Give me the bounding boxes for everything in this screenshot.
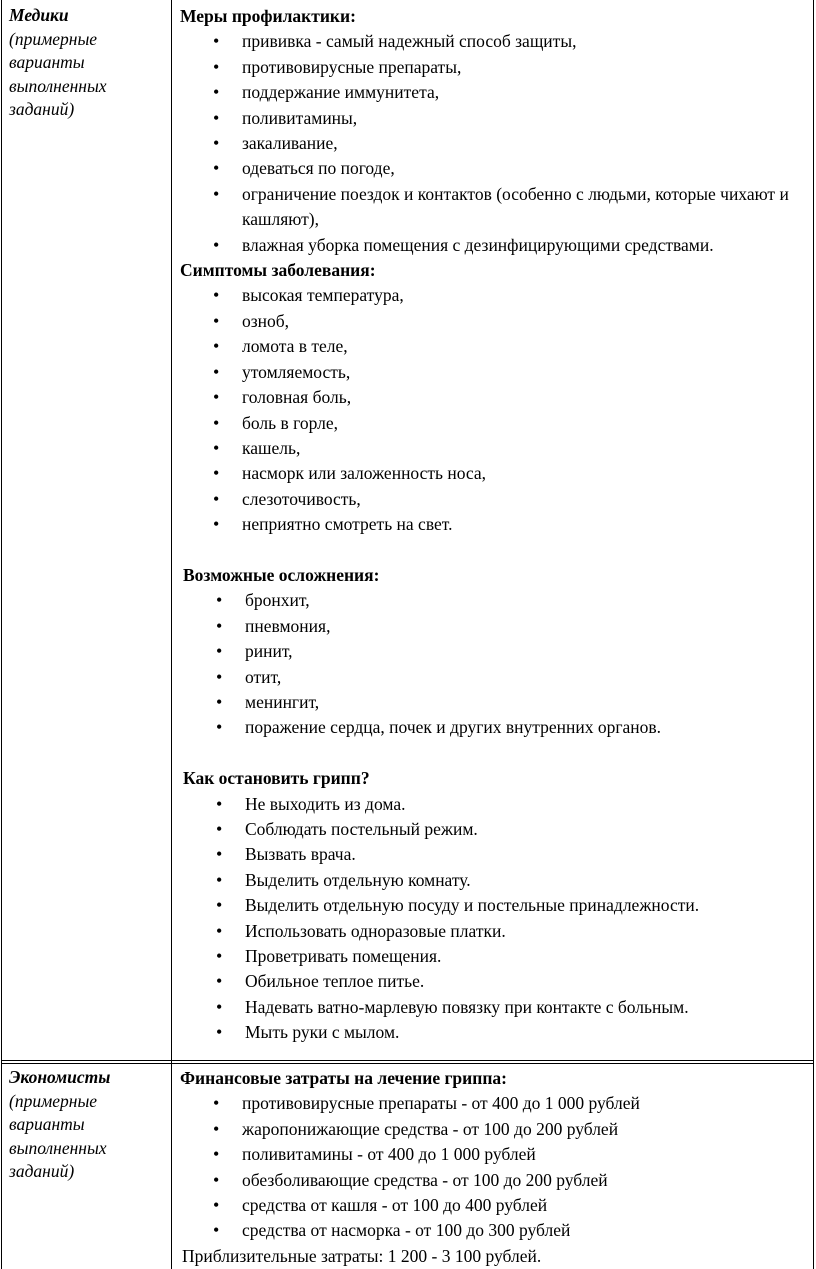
symptoms-list xyxy=(180,283,810,537)
list-item: • средства от насморка - от 100 до 300 рублей xyxy=(180,1218,810,1243)
list-item: • поражение сердца, почек и других внутренних органов. xyxy=(183,715,810,740)
row-divider xyxy=(1,1060,814,1061)
list-item: • ограничение поездок и контактов (особенно с людьми, которые чихают и кашляют), xyxy=(180,182,810,233)
list-item: • озноб, xyxy=(180,309,810,334)
list-item: • противовирусные препараты, xyxy=(180,55,810,80)
list-item: • ринит, xyxy=(183,639,810,664)
list-item: • бронхит, xyxy=(183,588,810,613)
role-note-line: варианты xyxy=(9,1114,85,1134)
role-title: Медики xyxy=(9,5,69,25)
section-heading-costs: Финансовые затраты на лечение гриппа: xyxy=(180,1068,507,1088)
list-item: • влажная уборка помещения с дезинфицирующими средствами. xyxy=(180,233,810,258)
list-item: • поливитамины, xyxy=(180,106,810,131)
row-divider-double xyxy=(1,1063,814,1064)
section-heading-stop-flu: Как остановить грипп? xyxy=(183,768,370,789)
list-item: • Обильное теплое питье. xyxy=(183,969,810,994)
list-item: • ломота в теле, xyxy=(180,334,810,359)
list-item: • противовирусные препараты - от 400 до 1 000 рублей xyxy=(180,1091,810,1116)
list-item: • поддержание иммунитета, xyxy=(180,80,810,105)
list-item: • пневмония, xyxy=(183,614,810,639)
list-item: • Выделить отдельную комнату. xyxy=(183,868,810,893)
list-item: • Выделить отдельную посуду и постельные принадлежности. xyxy=(183,893,810,918)
list-item: • прививка - самый надежный способ защиты, xyxy=(180,29,810,54)
list-item: • Соблюдать постельный режим. xyxy=(183,817,810,842)
list-item: • обезболивающие средства - от 100 до 200 рублей xyxy=(180,1168,810,1193)
list-item: • Проветривать помещения. xyxy=(183,944,810,969)
list-item: • жаропонижающие средства - от 100 до 200 рублей xyxy=(180,1117,810,1142)
list-item: • головная боль, xyxy=(180,385,810,410)
role-note-line: заданий) xyxy=(9,1161,75,1181)
list-item: • средства от кашля - от 100 до 400 рублей xyxy=(180,1193,810,1218)
role-note-line: варианты xyxy=(9,52,85,72)
role-note-line: (примерные xyxy=(9,28,98,49)
costs-list xyxy=(180,1091,810,1243)
list-item: • утомляемость, xyxy=(180,360,810,385)
list-item: • Использовать одноразовые платки. xyxy=(183,919,810,944)
list-item: • высокая температура, xyxy=(180,283,810,308)
role-note-line: заданий) xyxy=(9,99,75,119)
role-note-line: (примерные xyxy=(9,1090,98,1111)
role-title: Экономисты xyxy=(9,1067,111,1087)
table-border-middle xyxy=(171,0,172,1269)
list-item: • Вызвать врача. xyxy=(183,842,810,867)
section-heading-prevention: Меры профилактики: xyxy=(180,6,356,26)
table-border-right xyxy=(813,0,814,1269)
list-item: • насморк или заложенность носа, xyxy=(180,461,810,486)
list-item: • Мыть руки с мылом. xyxy=(183,1020,810,1045)
row-medics-label-cell xyxy=(9,4,164,122)
list-item: • Не выходить из дома. xyxy=(183,792,810,817)
stop-flu-list xyxy=(183,792,810,1046)
list-item: • менингит, xyxy=(183,690,810,715)
list-item: • неприятно смотреть на свет. xyxy=(180,512,810,537)
role-note-line: выполненных xyxy=(9,1137,107,1158)
table-border-left xyxy=(1,0,2,1269)
total-costs: Приблизительные затраты: 1 200 - 3 100 рублей. xyxy=(182,1245,542,1266)
list-item: • отит, xyxy=(183,665,810,690)
row-economists-content-cell xyxy=(180,1066,810,1269)
list-item: • слезоточивость, xyxy=(180,487,810,512)
prevention-list xyxy=(180,29,810,258)
list-item: • закаливание, xyxy=(180,131,810,156)
list-item: • боль в горле, xyxy=(180,411,810,436)
section-heading-complications: Возможные осложнения: xyxy=(183,564,380,585)
section-heading-symptoms: Симптомы заболевания: xyxy=(180,260,376,281)
role-note-line: выполненных xyxy=(9,75,107,96)
list-item: • Надевать ватно-марлевую повязку при контакте с больным. xyxy=(183,995,810,1020)
row-medics-content-cell xyxy=(180,4,810,1046)
list-item: • поливитамины - от 400 до 1 000 рублей xyxy=(180,1142,810,1167)
list-item: • кашель, xyxy=(180,436,810,461)
row-economists-label-cell xyxy=(9,1066,164,1184)
complications-list xyxy=(183,588,810,740)
list-item: • одеваться по погоде, xyxy=(180,156,810,181)
